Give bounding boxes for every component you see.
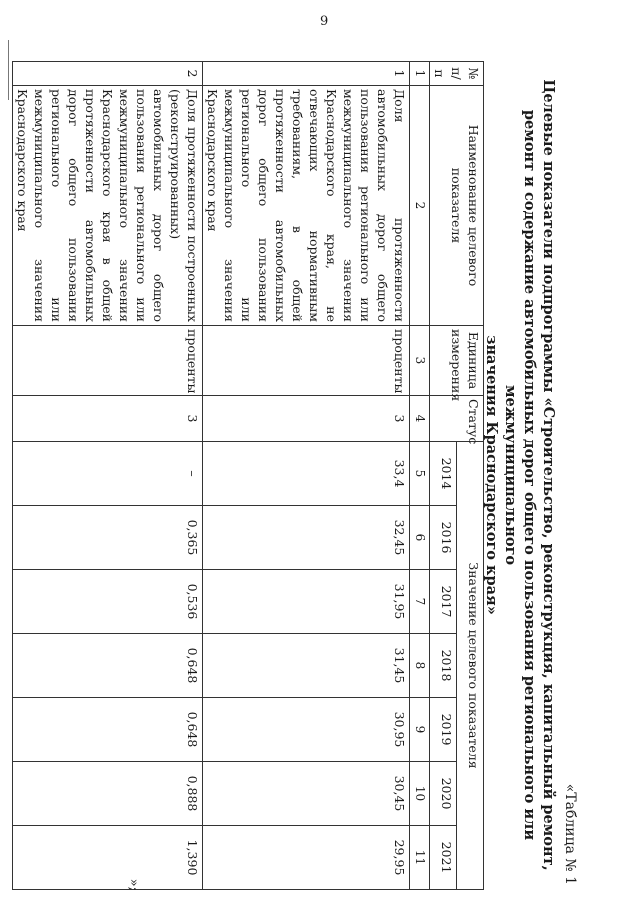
row-value: 0,648 (13, 634, 203, 698)
title-line: Целевые показатели подпрограммы «Строительство, реконструкция, капитальный ремонт, (540, 79, 557, 871)
column-number: 9 (410, 698, 430, 762)
row-value: 31,45 (203, 634, 410, 698)
row-name: Доля протяженности построенных (реконструированных) автомобильных дорог общего пользования регионального или межмуниципального значения Краснодарского края в общей протяженности автомобильных дорог общего пользования регионального или межмуниципального значения Краснодарского края (13, 86, 203, 326)
row-value: 31,95 (203, 570, 410, 634)
table-title (482, 55, 558, 895)
column-number: 5 (410, 442, 430, 506)
column-number: 11 (410, 826, 430, 890)
indicator-table (12, 61, 484, 890)
header-name: Наименование целевого показателя (430, 86, 484, 326)
row-value: 32,45 (203, 506, 410, 570)
header-year: 2014 (430, 442, 457, 506)
column-number: 10 (410, 762, 430, 826)
title-line: значения Краснодарского края» (483, 335, 500, 615)
table-label: «Таблица № 1 (562, 783, 578, 885)
row-value: 30,95 (203, 698, 410, 762)
row-unit: проценты (13, 326, 203, 396)
row-name: Доля протяженности автомобильных дорог общего пользования регионального или межмуниципального значения Краснодарского края, не отвечающих нормативным требованиям, в общей протяженности автомобильных дорог общего пользования регионального или межмуниципального значения Краснодарского края (203, 86, 410, 326)
row-num: 1 (203, 62, 410, 86)
title-line: ремонт и содержание автомобильных дорог общего пользования регионального или межмуниципального (502, 109, 538, 841)
header-status: Статус (430, 396, 484, 442)
column-number: 8 (410, 634, 430, 698)
column-number: 2 (410, 86, 430, 326)
header-year: 2017 (430, 570, 457, 634)
row-unit: проценты (203, 326, 410, 396)
row-value: 30,45 (203, 762, 410, 826)
column-number: 1 (410, 62, 430, 86)
header-year: 2019 (430, 698, 457, 762)
rotated-content (15, 55, 578, 895)
column-number: 6 (410, 506, 430, 570)
header-year: 2021 (430, 826, 457, 890)
table-row (13, 62, 203, 890)
column-number: 3 (410, 326, 430, 396)
table-row (203, 62, 410, 890)
row-num: 2 (13, 62, 203, 86)
row-status: 3 (13, 396, 203, 442)
header-values-group: Значение целевого показателя (457, 442, 484, 890)
column-number-row (410, 62, 430, 890)
header-row (457, 62, 484, 890)
row-value: 0,888 (13, 762, 203, 826)
page-number: 9 (320, 14, 329, 29)
column-number: 7 (410, 570, 430, 634)
row-value: 0,365 (13, 506, 203, 570)
header-num: № п/п (430, 62, 484, 86)
header-year: 2020 (430, 762, 457, 826)
header-year: 2018 (430, 634, 457, 698)
row-status: 3 (203, 396, 410, 442)
row-value: 1,390 (13, 826, 203, 890)
row-value: – (13, 442, 203, 506)
binding-line (8, 40, 9, 100)
header-year: 2016 (430, 506, 457, 570)
header-unit: Единица измерения (430, 326, 484, 396)
continuation-mark: »; (126, 878, 141, 891)
row-value: 29,95 (203, 826, 410, 890)
column-number: 4 (410, 396, 430, 442)
row-value: 0,536 (13, 570, 203, 634)
row-value: 33,4 (203, 442, 410, 506)
row-value: 0,648 (13, 698, 203, 762)
